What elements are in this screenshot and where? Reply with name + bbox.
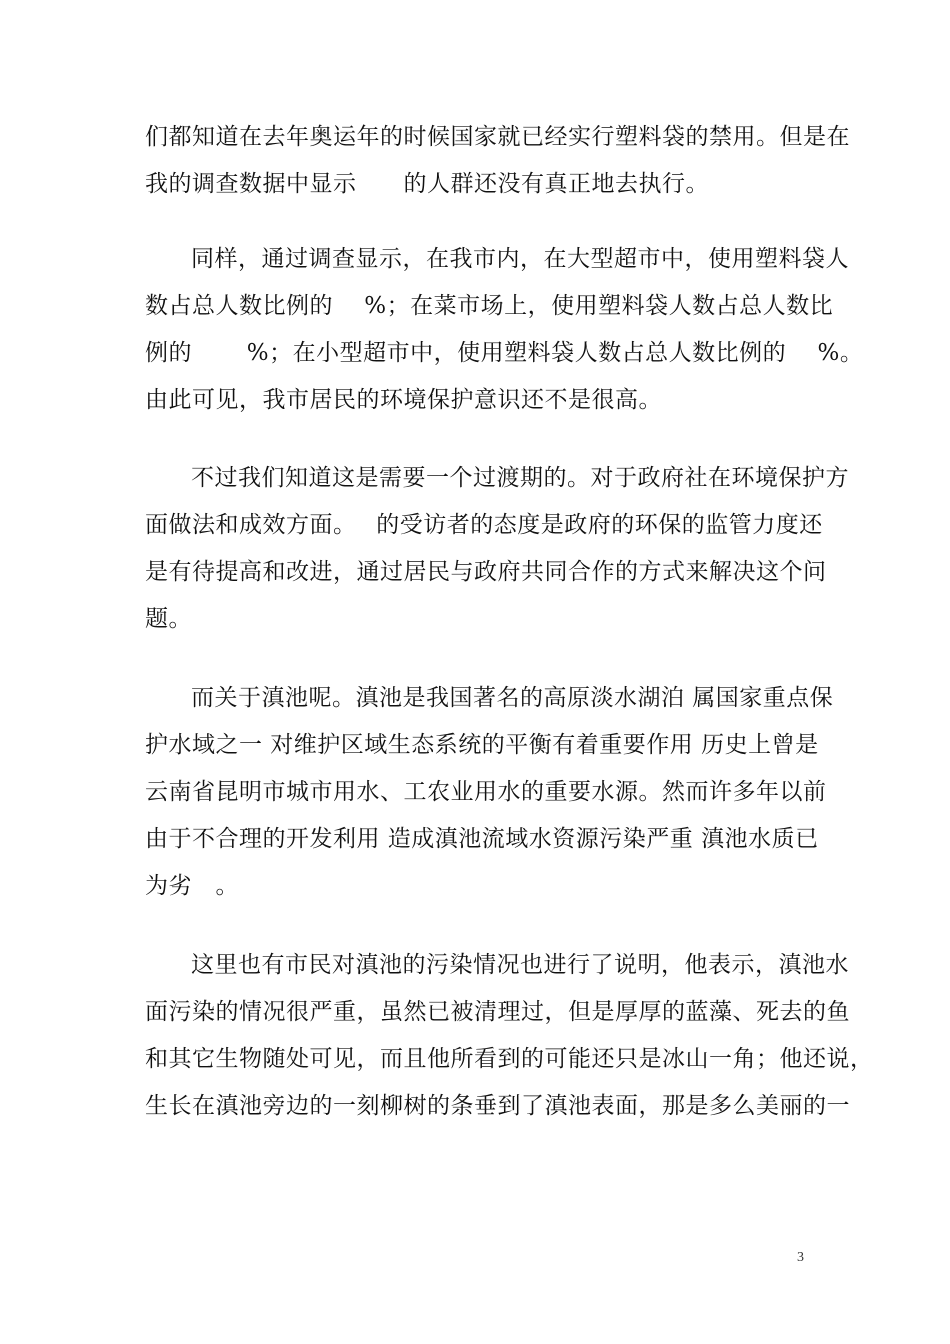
- text-line: 生长在滇池旁边的一刻柳树的条垂到了滇池表面，那是多么美丽的一: [145, 1093, 850, 1119]
- text-line: 而关于滇池呢。滇池是我国著名的高原淡水湖泊 属国家重点保: [191, 685, 834, 711]
- paragraph-olympic-ban: [145, 114, 850, 208]
- text-line: 不过我们知道这是需要一个过渡期的。对于政府社在环境保护方: [191, 465, 849, 491]
- text-line: 这里也有市民对滇池的污染情况也进行了说明，他表示，滇池水: [191, 952, 849, 978]
- text-line: 同样，通过调查显示，在我市内，在大型超市中，使用塑料袋人: [191, 246, 849, 272]
- paragraph-survey-ratios: [145, 236, 864, 424]
- paragraph-government: [145, 455, 849, 643]
- text-line: 云南省昆明市城市用水、工农业用水的重要水源。然而许多年以前: [145, 779, 827, 805]
- text-line: 由于不合理的开发利用 造成滇池流域水资源污染严重 滇池水质已: [145, 826, 819, 852]
- text-line: 为劣 。: [145, 873, 239, 899]
- paragraph-citizen-account: [145, 942, 874, 1130]
- text-line: 例的 %；在小型超市中，使用塑料袋人数占总人数比例的 %。: [145, 340, 864, 366]
- text-line: 我的调查数据中显示 的人群还没有真正地去执行。: [145, 171, 709, 197]
- text-line: 是有待提高和改进，通过居民与政府共同合作的方式来解决这个问: [145, 559, 827, 585]
- text-line: 题。: [145, 606, 192, 632]
- text-line: 护水域之一 对维护区域生态系统的平衡有着重要作用 历史上曾是: [145, 732, 819, 758]
- text-line: 由此可见，我市居民的环境保护意识还不是很高。: [145, 387, 662, 413]
- paragraph-dianchi-lake: [145, 675, 834, 910]
- text-line: 和其它生物随处可见，而且他所看到的可能还只是冰山一角；他还说，: [145, 1046, 874, 1072]
- text-line: 们都知道在去年奥运年的时候国家就已经实行塑料袋的禁用。但是在: [145, 124, 850, 150]
- text-line: 面污染的情况很严重，虽然已被清理过，但是厚厚的蓝藻、死去的鱼: [145, 999, 850, 1025]
- text-line: 面做法和成效方面。 的受访者的态度是政府的环保的监管力度还: [145, 512, 823, 538]
- page-number: 3: [797, 1250, 804, 1265]
- text-line: 数占总人数比例的 %；在菜市场上，使用塑料袋人数占总人数比: [145, 293, 834, 319]
